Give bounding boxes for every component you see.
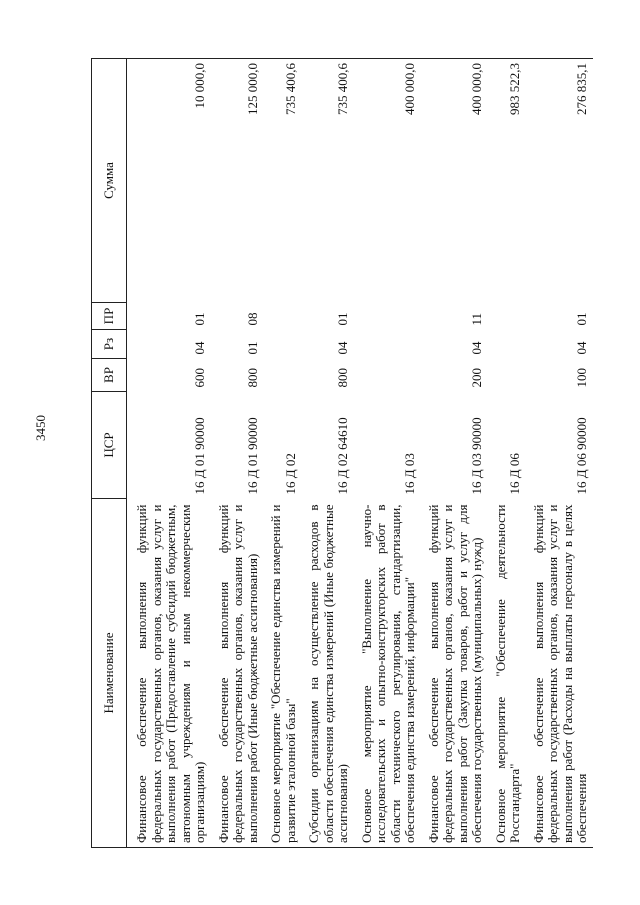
row-name: Субсидии организациям на осуществление расходов в области обеспечения единства измерений (Иные бюджетные ассигнования) (301, 499, 354, 848)
row-rz (488, 330, 526, 359)
row-name: Основное мероприятие "Выполнение научно-исследовательских и опытно-конструкторских работ в области технического регулирования, стандартизации, обеспечения единства измерений, информации" (354, 499, 421, 848)
row-name: Финансовое обеспечение выполнения функций федеральных государственных органов, оказания услуг и выполнения работ (Иные бюджетные ассигнования) (211, 499, 264, 848)
row-name: Финансовое обеспечение выполнения функций федеральных государственных органов, оказания услуг и выполнения работ (Предоставление субсидий бюджетным, автономным учреждениям и иным некоммерческим организациям) (129, 499, 211, 848)
table-row (301, 59, 354, 848)
row-name: Финансовое обеспечение выполнения функций федеральных государственных органов, оказания услуг и выполнения работ (Расходы на выплаты персоналу в целях обеспечения (526, 499, 593, 848)
row-rz: 01 (244, 341, 260, 355)
row-name: Основное мероприятие "Обеспечение деятельности Росстандарта" (488, 499, 526, 848)
row-vr (488, 359, 526, 392)
row-sum: 125 000,0 (211, 59, 264, 303)
row-csr: 16 Д 03 (402, 453, 417, 495)
row-name: Основное мероприятие "Обеспечение единства измерений и развитие эталонной базы" (263, 499, 301, 848)
row-vr: 800 (244, 368, 260, 388)
row-csr: 16 Д 03 90000 (469, 417, 484, 495)
header-csr: ЦСР (92, 392, 127, 499)
row-rz: 04 (469, 341, 484, 355)
row-csr: 16 Д 06 (507, 453, 522, 495)
row-vr (263, 359, 301, 392)
row-pr: 01 (335, 312, 350, 326)
table-row (526, 59, 593, 848)
header-vr: ВР (92, 359, 127, 392)
row-rz (354, 330, 421, 359)
table-row (211, 59, 264, 848)
row-vr: 200 (469, 368, 484, 388)
budget-table-sheet (91, 59, 613, 848)
table-row (421, 59, 488, 848)
row-pr: 11 (469, 312, 484, 326)
row-pr (263, 303, 301, 330)
header-sum: Сумма (92, 59, 127, 303)
row-name: Финансовое обеспечение выполнения функций федеральных государственных органов, оказания услуг и выполнения работ (Закупка товаров, работ и услуг для обеспечения государственных (муниципальных) нужд) (421, 499, 488, 848)
row-csr: 16 Д 01 90000 (192, 417, 207, 495)
row-sum: 400 000,0 (421, 59, 488, 303)
row-rz (263, 330, 301, 359)
row-csr: 16 Д 06 90000 (574, 417, 589, 495)
row-pr: 08 (244, 312, 260, 326)
row-rz: 04 (192, 341, 207, 355)
row-sum: 400 000,0 (354, 59, 421, 303)
row-csr: 16 Д 02 64610 (335, 417, 350, 495)
row-sum: 276 835,1 (526, 59, 593, 303)
row-pr: 01 (574, 312, 589, 326)
row-sum: 983 522,3 (488, 59, 526, 303)
table-row (263, 59, 301, 848)
row-pr (488, 303, 526, 330)
header-rz: Рз (92, 330, 127, 359)
row-vr (354, 359, 421, 392)
row-pr (354, 303, 421, 330)
row-rz: 04 (574, 341, 589, 355)
budget-table (91, 58, 593, 848)
table-row (354, 59, 421, 848)
table-row (129, 59, 211, 848)
row-vr: 600 (192, 368, 207, 388)
row-csr: 16 Д 02 (282, 453, 298, 495)
row-sum: 735 400,6 (301, 59, 354, 303)
page-number (33, 415, 57, 465)
page-number-text: 3450 (33, 415, 48, 441)
table-row (488, 59, 526, 848)
row-sum: 735 400,6 (263, 59, 301, 303)
row-pr: 01 (192, 312, 207, 326)
row-vr: 100 (574, 368, 589, 388)
header-name: Наименование (92, 499, 127, 848)
row-rz: 04 (335, 341, 350, 355)
table-header-row (92, 59, 127, 848)
row-csr: 16 Д 01 90000 (244, 417, 260, 495)
row-vr: 800 (335, 368, 350, 388)
header-pr: ПР (92, 303, 127, 330)
row-sum: 10 000,0 (129, 59, 211, 303)
